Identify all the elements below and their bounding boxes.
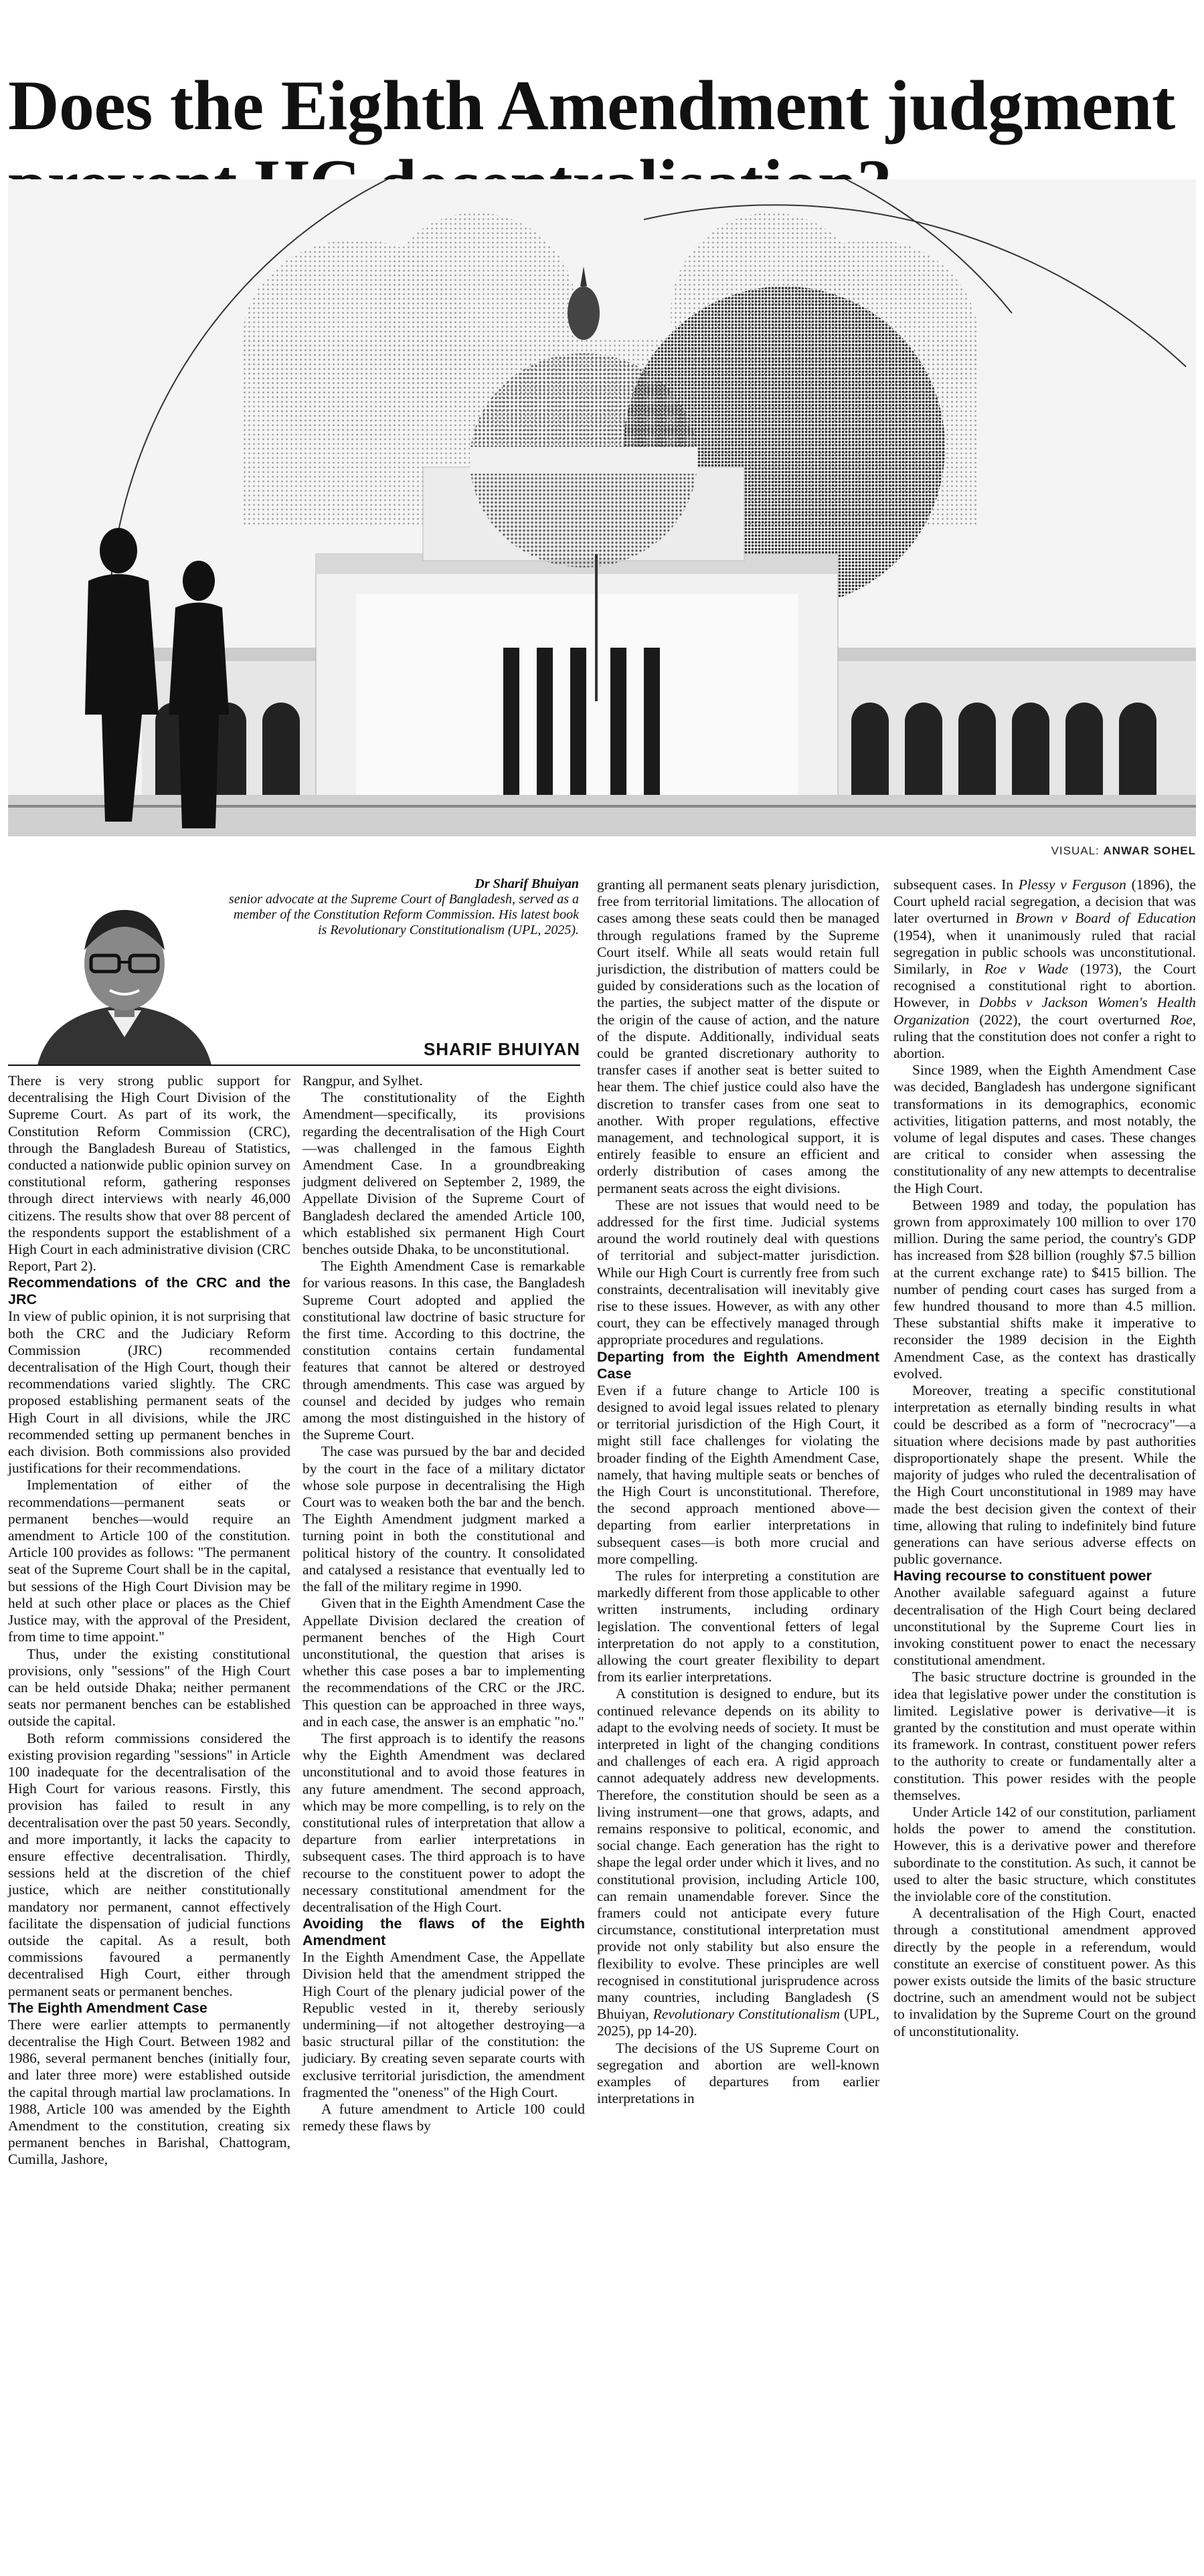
case-name: Roe v Wade bbox=[984, 961, 1069, 978]
paragraph: The case was pursued by the bar and decided by the court in the face of a military dictator whose sole purpose in decentralising the High Court was to weaken both the bar and the bench. The Eighth Amendment judgment marked a turning point in both the constitutional and political history of the country. It consolidated and catalysed a resistance that eventually led to the fall of the military regime in 1990. bbox=[303, 1443, 585, 1595]
paragraph: Another available safeguard against a future decentralisation of the High Court being declared unconstitutional by the Supreme Court lies in invoking constituent power to enact the necessary constitutional amendment. bbox=[893, 1584, 1196, 1669]
case-name: Roe bbox=[1170, 1011, 1193, 1028]
paragraph: granting all permanent seats plenary jurisdiction, free from territorial limitations. The allocation of cases among these seats could then be managed through regulations framed by the Supreme Court itself. While all seats would retain full jurisdiction, the distribution of matters could be guided by considerations such as the location of the parties, the subject matter of the dispute or the origin of the cause of action, and the nature of the dispute. Additionally, individual seats could be granted discretionary authority to transfer cases if another seat is better suited to hear them. The chief justice could also have the discretion to transfer cases from one seat to another. With proper regulations, effective management, and technological support, it is entirely feasible to ensure an efficient and orderly distribution of cases among the permanent seats across the eight divisions. bbox=[597, 877, 879, 1196]
subheading: Having recourse to constituent power bbox=[893, 1568, 1152, 1584]
subheading: Departing from the Eighth Amendment Case bbox=[597, 1348, 879, 1382]
paragraph: These are not issues that would need to be addressed for the first time. Judicial systems around the world routinely deal with questions of territorial and subject-matter jurisdiction. While our High Court is currently free from such constraints, decentralisation will inevitably give rise to these issues. However, as with any other court, they can be effectively managed through appropriate procedures and regulations. bbox=[597, 1196, 879, 1348]
headline: Does the Eighth Amendment judgment bbox=[8, 66, 1175, 145]
paragraph: Rangpur, and Sylhet. bbox=[303, 1073, 423, 1089]
paragraph: Between 1989 and today, the population has grown from approximately 100 million to over 170 million. During the same period, the country's GDP has increased from $28 billion (roughly $7.5 billion at the current exchange rate) to $415 billion. The number of pending court cases has surged from a few hundred thousand to more than 4.5 million. These substantial shifts make it imperative to reconsider the 1989 decision in the Eighth Amendment Case, as the context has drastically evolved. bbox=[893, 1196, 1196, 1382]
author-bar bbox=[8, 1039, 580, 1066]
paragraph: A future amendment to Article 100 could remedy these flaws by bbox=[303, 2100, 585, 2134]
paragraph: In the Eighth Amendment Case, the Appellate Division held that the amendment stripped the High Court of the plenary judicial power of the Republic vested in it, thereby seriously undermining—if not altogether destroying—a basic structural pillar of the constitution: the judiciary. By creating seven separate courts with exclusive territorial jurisdiction, the amendment fragmented the "oneness" of the High Court. bbox=[303, 1949, 585, 2100]
paragraph: The constitutionality of the Eighth Amendment—specifically, its provisions regarding the decentralisation of the High Court—was challenged in the famous Eighth Amendment Case. In a groundbreaking judgment delivered on September 2, 1989, the Appellate Division of the Supreme Court of Bangladesh declared the amended Article 100, which established six permanent High Court benches outside Dhaka, to be unconstitutional. bbox=[303, 1089, 585, 1258]
paragraph: The decisions of the US Supreme Court on segregation and abortion are well-known examples of departures from earlier interpretations in bbox=[597, 2039, 879, 2107]
paragraph: A constitution is designed to endure, but its continued relevance depends on its ability to adapt to the evolving needs of society. It must be interpreted in light of the changing conditions and challenges of each era. A rigid approach cannot adequately address new developments. Therefore, the constitution should be seen as a living instrument—one that grows, adapts, and remains responsive to political, economic, and social change. Each generation has the right to shape the legal order under which it lives, and no constitutional provision, including Article 100, can remain unamendable forever. Since the framers could not anticipate every future circumstance, constitutional interpretation must provide not only stability but also ensure the flexibility to evolve. These principles are well recognised in constitutional jurisprudence across many countries, including Bangladesh (S Bhuiyan, Revolutionary Constitutionalism (UPL, 2025), pp 14-20). bbox=[597, 1685, 880, 2039]
article-column-4 bbox=[893, 877, 1196, 2040]
paragraph: Since 1989, when the Eighth Amendment Case was decided, Bangladesh has undergone significant transformations in its demographics, economic activities, litigation patterns, and most notably, the volume of legal disputes and cases. These changes are critical to consider when assessing the constitutionality of any new attempts to decentralise the High Court. bbox=[893, 1062, 1196, 1196]
visual-credit-name: ANWAR SOHEL bbox=[1103, 844, 1196, 857]
paragraph: Given that in the Eighth Amendment Case the Appellate Division declared the creation of permanent benches of the High Court unconstitutional, the question that arises is whether this case poses a bar to implementing the recommendations of the CRC or the JRC. This question can be approached in three ways, and in each case, the answer is an emphatic "no." bbox=[303, 1595, 585, 1730]
paragraph: There were earlier attempts to permanently decentralise the High Court. Between 1982 and 1986, several permanent benches (initially four, and later three more) were established outside the capital through martial law proclamations. In 1988, Article 100 was amended by the Eighth Amendment to the constitution, creating six permanent benches in Barishal, Chattogram, Cumilla, Jashore, bbox=[8, 2016, 290, 2168]
paragraph: The first approach is to identify the reasons why the Eighth Amendment was declared unconstitutional and to avoid those features in any future amendment. The second approach, which may be more compelling, is to rely on the constitutional rules of interpretation that allow a departure from earlier interpretations in subsequent cases. The third approach is to have recourse to the constituent power to adopt the necessary constitutional amendment for the decentralisation of the High Court. bbox=[303, 1730, 585, 1915]
article-column-2 bbox=[303, 1073, 585, 2134]
paragraph: A decentralisation of the High Court, enacted through a constitutional amendment approved directly by the people in a referendum, would constitute an exercise of constituent power. As this power exists outside the limits of the basic structure doctrine, such an amendment would not be subject to invalidation by the Supreme Court on the ground of unconstitutionality. bbox=[893, 1905, 1196, 2039]
paragraph: Thus, under the existing constitutional provisions, only "sessions" of the High Court can be held outside Dhaka; neither permanent seats nor permanent benches can be established outside the capital. bbox=[8, 1645, 290, 1730]
article-column-1 bbox=[8, 1073, 290, 2169]
paragraph: subsequent cases. In Plessy v Ferguson (1896), the Court upheld racial segregation, a decision that was later overturned in Brown v Board of Education (1954), when it unanimously ruled that racial segregation in public schools was unconstitutional. Similarly, in Roe v Wade (1973), the Court recognised a constitutional right to abortion. However, in Dobbs v Jackson Women's Health Organization (2022), the court overturned Roe, ruling that the constitution does not confer a right to abortion. bbox=[893, 877, 1196, 1062]
hero-illustration bbox=[8, 179, 1196, 836]
visual-credit: VISUAL: ANWAR SOHEL bbox=[1051, 844, 1196, 857]
subheading: Avoiding the flaws of the Eighth Amendment bbox=[303, 1916, 585, 1949]
author-bio-name: Dr Sharif Bhuiyan bbox=[475, 877, 579, 891]
paragraph: Even if a future change to Article 100 is designed to avoid legal issues related to plenary or territorial jurisdiction of the High Court, it might still face challenges for violating the broader finding of the Eighth Amendment Case, namely, that having multiple seats or benches of the High Court is unconstitutional. Therefore, the second approach mentioned above—departing from earlier interpretations in subsequent cases—is both more crucial and more compelling. bbox=[597, 1382, 879, 1567]
case-name: Brown v Board of Education bbox=[1015, 910, 1196, 927]
article-column-3 bbox=[597, 877, 879, 2107]
author-bio-text: senior advocate at the Supreme Court of Bangladesh, served as a member of the Constitution Reform Commission. His latest book is Revolutionary Constitutionalism (UPL, 2025). bbox=[228, 892, 579, 937]
paragraph: Implementation of either of the recommendations—permanent seats or permanent benches—would require an amendment to Article 100 of the constitution. Article 100 provides as follows: "The permanent seat of the Supreme Court shall be in the capital, but sessions of the High Court Division may be held at such other place or places as the Chief Justice may, with the approval of the President, from time to time appoint." bbox=[8, 1477, 290, 1645]
subheading: Recommendations of the CRC and the JRC bbox=[8, 1275, 290, 1308]
paragraph: The rules for interpreting a constitution are markedly different from those applicable to other written instruments, including ordinary legislation. The conventional fetters of legal interpretation do not apply to a constitution, allowing the court greater flexibility to depart from its earlier interpretations. bbox=[597, 1567, 879, 1685]
author-bio bbox=[224, 877, 579, 938]
paragraph: There is very strong public support for decentralising the High Court Division of the Supreme Court. As part of its work, the Constitution Reform Commission (CRC), through the Bangladesh Bureau of Statistics, conducted a nationwide public opinion survey on constitutional reform, gathering responses through direct interviews with nearly 46,000 citizens. The results show that over 88 percent of the respondents support the establishment of a High Court in each administrative division (CRC Report, Part 2). bbox=[8, 1073, 290, 1275]
paragraph: Both reform commissions considered the existing provision regarding "sessions" in Article 100 inadequate for the decentralisation of the High Court for various reasons. Firstly, this provision has failed to result in any decentralisation over the past 50 years. Secondly, and more importantly, it lacks the capacity to ensure effective decentralisation. Thirdly, sessions held at the discretion of the chief justice, which are neither constitutionally mandatory nor permanent, cannot effectively facilitate the dispensation of judicial functions outside the capital. As a result, both commissions favoured a permanently decentralised High Court, either through permanent seats or permanent benches. bbox=[8, 1730, 290, 1999]
case-name: Dobbs v Jackson Women's Health Organization bbox=[893, 994, 1196, 1028]
subheading: The Eighth Amendment Case bbox=[8, 1999, 207, 2016]
paragraph: The Eighth Amendment Case is remarkable for various reasons. In this case, the Bangladesh Supreme Court adopted and applied the constitutional law doctrine of basic structure for the first time. According to this doctrine, the constitution contains certain fundamental features that cannot be altered or destroyed through amendments. This case was argued by counsel and decided by judges who remain among the most distinguished in the history of the Supreme Court. bbox=[303, 1258, 585, 1443]
author-portrait bbox=[24, 877, 225, 1065]
paragraph: The basic structure doctrine is grounded in the idea that legislative power under the constitution is limited. Legislative power is derivative—it is granted by the constitution and must operate within its framework. In contrast, constituent power refers to the authority to create or fundamentally alter a constitution. This power resides with the people themselves. bbox=[893, 1669, 1196, 1803]
paragraph: In view of public opinion, it is not surprising that both the CRC and the Judiciary Reform Commission (JRC) recommended decentralisation of the High Court, though their recommendations varied slightly. The CRC proposed establishing permanent seats of the High Court in all divisions, while the JRC recommended setting up permanent benches in each division. Both commissions also provided justifications for their recommendations. bbox=[8, 1308, 290, 1477]
case-name: Plessy v Ferguson bbox=[1018, 877, 1126, 893]
author-name: SHARIF BHUIYAN bbox=[423, 1039, 580, 1059]
paragraph: Under Article 142 of our constitution, parliament holds the power to amend the constitution. However, this is a derivative power and therefore subordinate to the constitution. As such, it cannot be used to alter the basic structure, which constitutes the inviolable core of the constitution. bbox=[893, 1803, 1196, 1904]
book-title: Revolutionary Constitutionalism bbox=[653, 2006, 841, 2023]
paragraph: Moreover, treating a specific constitutional interpretation as eternally binding results in what could be described as a form of "necrocracy"—a situation where decisions made by past authorities disproportionately shape the present. While the majority of judges who ruled the decentralisation of the High Court unconstitutional in 1989 may have made the best decision given the context of their time, allowing that ruling to indefinitely bind future generations can have serious adverse effects on public governance. bbox=[893, 1382, 1196, 1568]
